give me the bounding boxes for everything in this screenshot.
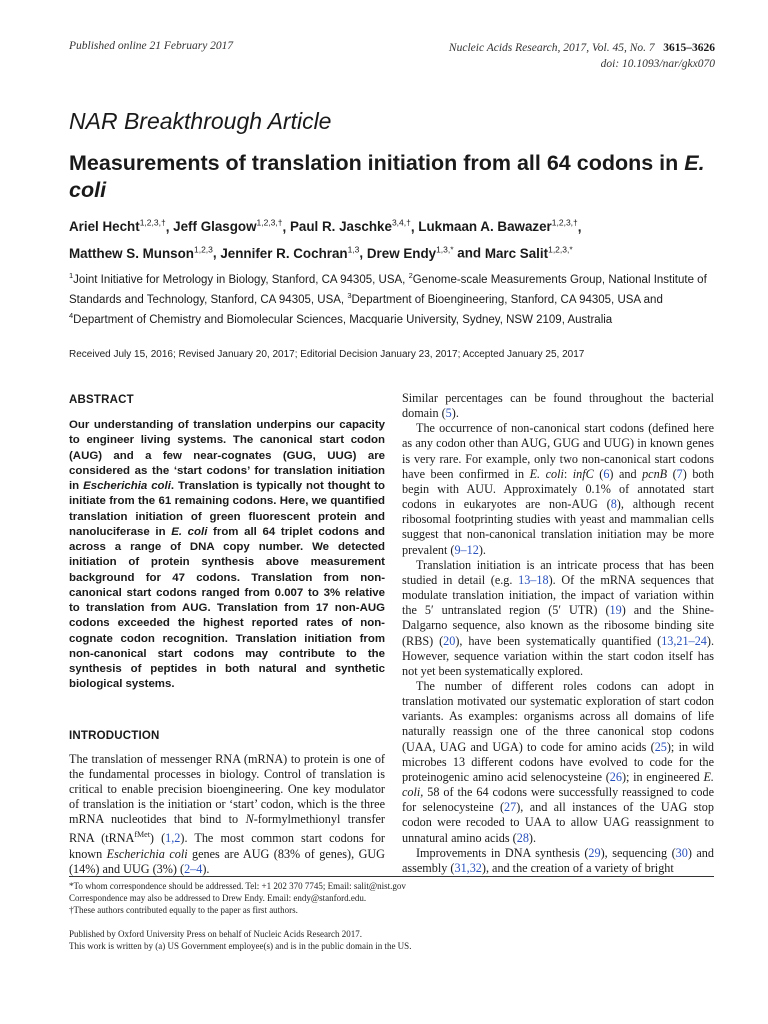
- citation-link[interactable]: 29: [588, 845, 601, 860]
- citation-link[interactable]: 13,21–24: [661, 633, 707, 648]
- citation-link[interactable]: 20: [443, 633, 456, 648]
- journal-citation: [449, 40, 715, 72]
- publisher-line: Published by Oxford University Press on behalf of Nucleic Acids Research 2017.: [69, 929, 362, 939]
- article-type: NAR Breakthrough Article: [69, 108, 332, 134]
- abstract-text: Our understanding of translation underpins our capacity to engineer living systems. The canonical start codon (AUG) and a few near-cognates (GUG, UUG) are considered as the ‘start codons’ for translation initiation in Escherichia coli. Translation is typically not thought to initiate from the 61 remaining codons. Here, we quantified translation initiation of green fluorescent protein and nanoluciferase in E. coli from all 64 triplet codons and across a range of DNA copy number. We detected initiation of protein synthesis above measurement background for 47 codons. Translation from non-canonical start codons ranged from 0.007 to 3% relative to translation from AUG. Translation from 17 non-AUG codons exceeded the highest reported rates of non-cognate codon recognition. Translation initiation from non-canonical start codons may contribute to the synthesis of peptides in both natural and synthetic biological systems.: [69, 419, 385, 691]
- right-column: [402, 391, 714, 876]
- publication-info: [69, 928, 714, 952]
- title-species: E. coli: [69, 151, 705, 202]
- paragraph: The number of different roles codons can adopt in translation motivated our systematic exploration of start codon variants. As examples: organisms across all domains of life naturally reassign one of the three canonical stop codons (UAA, UAG and UGA) to code for amino acids (25); in wild microbes 13 different codons have evolved to code for the proteinogenic amino acid selenocysteine (26); in engineered E. coli, 58 of the 64 codons were successfully reassigned to code for selenocysteine (27), and all instances of the UAG stop codon were recoded to UAA to allow UAG reassignment to unnatural amino acids (28).: [402, 678, 715, 845]
- author[interactable]: Jennifer R. Cochran$^{1,3}$: [220, 244, 360, 261]
- paragraph: Translation initiation is an intricate process that has been studied in detail (e.g. 13–18). Of the mRNA sequences that modulate translation initiation, the impact of variation within the 5′ untranslated region (5′ UTR) (19) and the Shine-Dalgarno sequence, also known as the ribosome binding site (RBS) (20), have been systematically quantified (13,21–24). However, sequence variation within the start codon itself has not yet been systematically explored.: [402, 557, 714, 678]
- citation-link[interactable]: 6: [603, 466, 610, 481]
- doi[interactable]: doi: 10.1093/nar/gkx070: [600, 58, 715, 70]
- author[interactable]: Matthew S. Munson$^{1,2,3}$: [69, 244, 213, 261]
- copyright-line: This work is written by (a) US Government employee(s) and is in the public domain in the US.: [69, 941, 412, 952]
- paragraph: Improvements in DNA synthesis (29), sequencing (30) and assembly (31,32), and the creation of a variety of bright: [402, 845, 714, 875]
- title-main: Measurements of translation initiation from all 64 codons in: [69, 151, 685, 175]
- author[interactable]: Drew Endy$^{1,3,*}$: [366, 244, 454, 261]
- received-dates: Received July 15, 2016; Revised January 20, 2017; Editorial Decision January 23, 2017; Accepted January 25, 2017: [69, 349, 585, 360]
- citation-link[interactable]: 8: [610, 497, 617, 512]
- citation-link[interactable]: 28: [516, 830, 529, 845]
- introduction-heading: INTRODUCTION: [69, 729, 160, 742]
- author[interactable]: Paul R. Jaschke$^{3,4,\dagger}$: [289, 218, 411, 235]
- correspondence-note: Correspondence may also be addressed to Drew Endy. Email: endy@stanford.edu.: [69, 893, 367, 904]
- citation-link[interactable]: 9–12: [454, 542, 479, 557]
- page-range: 3615–3626: [663, 42, 715, 54]
- abstract-heading: ABSTRACT: [69, 394, 134, 406]
- left-column: [69, 394, 385, 877]
- author[interactable]: Marc Salit$^{1,2,3,*}$: [484, 244, 573, 261]
- journal-name: Nucleic Acids Research, 2017, Vol. 45, No. 7: [448, 42, 655, 54]
- citation-link[interactable]: 13–18: [518, 572, 549, 587]
- citation-link[interactable]: 25: [654, 739, 667, 754]
- author-list: Ariel Hecht$^{1,2,3,\dagger}$, Jeff Glasgow$^{1,2,3,\dagger}$, Paul R. Jaschke$^{3,4,\dagger}$, Lukmaan A. Bawazer$^{1,2,3,\dagger}$, Matthew S. Munson$^{1,2,3}$, Jennifer R. Cochran$^{1,3}$, Drew Endy$^{1,3,*}$ and Marc Salit$^{1,2,3,*}$: [69, 218, 582, 261]
- affiliations: $^1$Joint Initiative for Metrology in Biology, Stanford, CA 94305, USA, $^2$Genome-scale Measurements Group, National Institute of Standards and Technology, Stanford, CA 94305, USA, $^3$Department of Bioengineering, Stanford, CA 94305, USA and $^4$Department of Chemistry and Biomolecular Sciences, Macquarie University, Sydney, NSW 2109, Australia: [69, 271, 707, 326]
- paragraph: Similar percentages can be found throughout the bacterial domain (5).: [402, 391, 714, 421]
- footnotes: [69, 880, 714, 917]
- correspondence-note: *To whom correspondence should be addressed. Tel: +1 202 370 7745; Email: salit@nist.gov: [69, 881, 406, 891]
- citation-link[interactable]: 30: [675, 845, 688, 860]
- citation-link[interactable]: 1,2: [165, 831, 181, 846]
- citation-link[interactable]: 5: [445, 406, 452, 421]
- citation-link[interactable]: 26: [609, 769, 622, 784]
- paragraph: The occurrence of non-canonical start codons (defined here as any codon other than AUG, GUG and UUG) in known genes is very rare. For example, only two non-canonical start codons have been confirmed in E. coli: infC (6) and pcnB (7) both begin with AUU. Approximately 0.1% of annotated start codons in eukaryotes are non-AUG (8), although recent ribosomal footprinting studies with yeast and mammalian cells suggest that non-canonical translation initiation may be more prevalent (9–12).: [402, 421, 714, 557]
- citation-link[interactable]: 27: [504, 800, 517, 815]
- citation-link[interactable]: 31,32: [454, 860, 482, 875]
- article-title: [69, 150, 709, 204]
- citation-link[interactable]: 19: [609, 603, 622, 618]
- equal-contribution-note: †These authors contributed equally to the paper as first authors.: [69, 905, 298, 916]
- citation-link[interactable]: 7: [676, 466, 683, 481]
- author[interactable]: Ariel Hecht$^{1,2,3,\dagger}$: [69, 218, 166, 235]
- published-date: Published online 21 February 2017: [69, 40, 234, 52]
- footnote-divider: [69, 876, 714, 877]
- author[interactable]: Jeff Glasgow$^{1,2,3,\dagger}$: [173, 218, 283, 235]
- citation-link[interactable]: 2–4: [184, 861, 203, 876]
- introduction-text: The translation of messenger RNA (mRNA) to protein is one of the fundamental processes in biology. Control of translation is critical to enable precision bioengineering. One key modulator of translation is the initiation or ‘start’ codon, which is the three mRNA nucleotides that bind to N-formylmethionyl transfer RNA (tRNA$^{fMet}$) (1,2). The most common start codons for known Escherichia coli genes are AUG (83% of genes), GUG (14%) and UUG (3%) (2–4).: [69, 751, 385, 876]
- author[interactable]: Lukmaan A. Bawazer$^{1,2,3,\dagger}$: [418, 218, 578, 235]
